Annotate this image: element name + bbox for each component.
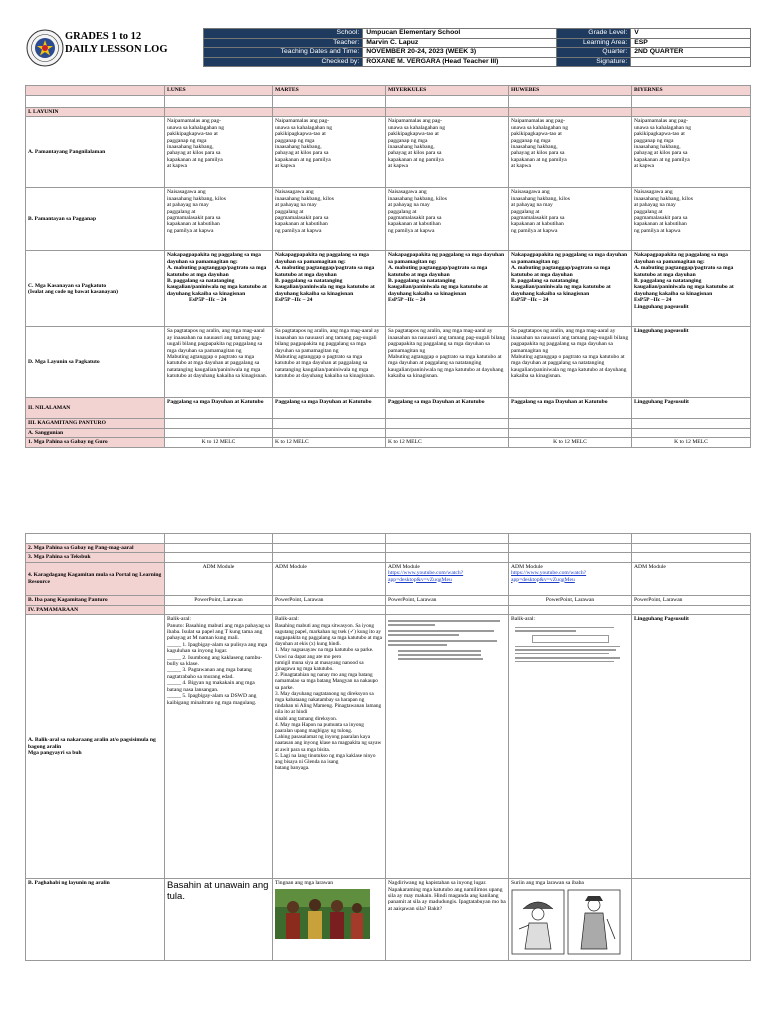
cell-text: ADM Module: [632, 562, 751, 595]
cell-text: Nakapagpapakita ng paggalang sa mga dayuhan sa pamamagitan ng: A. mabuting pagtanggap/pagtrato sa mga katutubo at mga dayuhan B. paggalang sa natatanging kaugalian/paniniwala ng mga katutubo at dayuhang kakaiba sa kinagisnan: [275, 252, 375, 297]
corner-cell: [26, 86, 165, 96]
cell-text: PowerPoint, Larawan: [509, 595, 632, 605]
cell-text: PowerPoint, Larawan: [165, 595, 273, 605]
row-label: A. Balik-aral sa nakaraang aralin at/o pagsisimula ng bagong aralin Mga pangyayri sa buh: [26, 615, 165, 879]
deped-seal-logo: [25, 28, 65, 68]
cell-text: ADM Module: [388, 563, 420, 570]
weekly-test-label: Lingguhang pagsusulit: [634, 303, 689, 310]
school-label: School:: [204, 29, 363, 39]
row-pamantayan-sa-pagganap: [26, 188, 751, 251]
row-label: B. Iba pang Kagamitang Panturo: [26, 595, 165, 605]
empty-cell: [632, 879, 751, 961]
cell-text: Lingguhang Pagsusulit: [632, 615, 751, 879]
lesson-log-table-page-2: [25, 533, 751, 961]
cell-text: Naisasagawa ang inaasahang hakbang, kilos at pahayag na may paggalang at pagmamalasakit para sa kapakanan at kabutihan ng pamilya at kapwa: [386, 188, 509, 251]
cell-text: Nakapagpapakita ng paggalang sa mga dayuhan sa pamamagitan ng: A. mabuting pagtanggap/pagtrato sa mga katutubo at mga dayuhan B. paggalang sa natatanging kaugalian/paniniwala ng mga katutubo at dayuhang kakaiba sa kinagisnan: [388, 252, 505, 297]
cell-text: Paggalang sa mga Dayuhan at Katutubo: [273, 398, 386, 419]
cell-balik-aral: [273, 615, 386, 879]
school-value: Umpucan Elementary School: [363, 29, 557, 39]
competency-code: EsP5P –IIc – 24: [275, 297, 313, 304]
cell-text: Nagdiriwang ng kapistahan sa inyong lugar. Napakaraming mga katutubo ang namilimos upang sila ay may makain. Hindi maganda ang kanilang panamit at sila ay madudungis. Ipagtatabuyan mo ba at aaiqawan sila? Bakit?: [386, 879, 509, 961]
day-header-lunes: LUNES: [165, 86, 273, 96]
cell-text: K to 12 MELC: [165, 438, 273, 447]
header: [25, 28, 751, 70]
cell-portal: [509, 562, 632, 595]
cell-text: Basahin at unawain ang tula.: [165, 879, 273, 961]
cell-text: Lingguhang Pagsusulit: [632, 398, 751, 419]
balik-aral-title: Balik-aral:: [511, 616, 535, 623]
cell-kasanayan: [632, 251, 751, 327]
lesson-log-table-page-1: [25, 85, 751, 448]
section-nilalaman: [26, 398, 751, 419]
row-label: B. Pamantayan sa Pagganap: [26, 188, 165, 251]
cell-text: Nakapagpapakita ng paggalang sa mga dayuhan sa pamamagitan ng: A. mabuting pagtanggap/pagtrato sa mga katutubo at mga dayuhan B. paggalang sa natatanging kaugalian/paniniwala ng mga katutubo at dayuhang kakaiba sa kinagisnan: [167, 252, 267, 297]
title-line-1: GRADES 1 to 12: [65, 31, 142, 42]
cell-text: Nakapagpapakita ng paggalang sa mga dayuhan sa pamamagitan ng: A. mabuting pagtanggap/pagtrato sa mga katutubo at mga dayuhan B. paggalang sa natatanging kaugalian/paniniwala ng mga katutubo at dayuhang kakaiba sa kinagisnan: [634, 252, 734, 297]
cell-text: Naipamamalas ang pag- unawa sa kahalagahan ng pakikipagkapwa-tao at pagganap ng mga inaasahang hakbang, pahayag at kilos para sa kapakanan at ng pamilya at kapwa: [509, 117, 632, 188]
section-layunin: [26, 108, 751, 117]
grade-value: V: [631, 29, 751, 39]
cell-text: Naipamamalas ang pag- unawa sa kahalagahan ng pakikipagkapwa-tao at pagganap ng mga inaasahang hakbang, pahayag at kilos para sa kapakanan at ng pamilya at kapwa: [273, 117, 386, 188]
section-label: A. Sanggunian: [26, 428, 165, 437]
document-title: [65, 30, 168, 56]
cell-text: Nakapagpapakita ng paggalang sa mga dayuhan sa pamamagitan ng: A. mabuting pagtanggap/pagtrato sa mga katutubo at mga dayuhan B. paggalang sa natatanging kaugalian/paniniwala ng mga katutubo at dayuhang kakaiba sa kinagisnan: [511, 252, 628, 297]
cell-text: Lingguhang pagsusulit: [632, 327, 751, 398]
cell-text: K to 12 MELC: [509, 438, 632, 447]
competency-code: EsP5P –IIc – 24: [634, 297, 672, 304]
cell-balik-aral: [509, 615, 632, 879]
youtube-link[interactable]: https://www.youtube.com/watch?app=desktop&v=vZuqgMeu: [511, 570, 587, 583]
balik-aral-title: Balik-aral:: [167, 616, 191, 623]
cell-kasanayan: [509, 251, 632, 327]
day-header-miyerkules: MIYERKULES: [386, 86, 509, 96]
cell-text: Naisasagawa ang inaasahang hakbang, kilos at pahayag na may paggalang at pagmamalasakit para sa kapakanan at kabutihan ng pamilya at kapwa: [632, 188, 751, 251]
cell-text: Paggalang sa mga Dayuhan at Katutubo: [509, 398, 632, 419]
section-label: III. KAGAMITANG PANTURO: [26, 419, 165, 428]
row-label: B. Paghahabi ng layunin ng aralin: [26, 879, 165, 961]
section-label: I. LAYUNIN: [26, 108, 165, 117]
cell-portal: [386, 562, 509, 595]
row-label: 3. Mga Pahina sa Teksbuk: [26, 553, 165, 562]
cell-text: Naisasagawa ang inaasahang hakbang, kilos at pahayag na may paggalang at pagmamalasakit para sa kapakanan at kabutihan ng pamilya at kapwa: [165, 188, 273, 251]
row-label: 1. Mga Pahina sa Gabay ng Guro: [26, 438, 165, 447]
day-header-huwebes: HUWEBES: [509, 86, 632, 96]
quarter-value: 2ND QUARTER: [631, 48, 751, 58]
worksheet-image: [388, 616, 506, 660]
cell-balik-aral: [165, 615, 273, 879]
dates-value: NOVEMBER 20-24, 2023 (WEEK 3): [363, 48, 557, 58]
checked-value: ROXANE M. VERGARA (Head Teacher III): [363, 57, 557, 67]
cell-images: [273, 879, 386, 961]
quarter-label: Quarter:: [557, 48, 631, 58]
cell-text: ADM Module: [511, 563, 543, 570]
cell-kasanayan: [273, 251, 386, 327]
cell-text: Sa pagtatapos ng aralin, ang mga mag-aaral ay inaasahan na nauuasri ang tamang pag-uugali bilang pagpapakita ng paggalang sa mga dayuhan sa pamamagitan ng Mabuting agtanggap o pagtrato sa mga katutubo at mga dayuhan at paggalang sa natatanging kaugalian/paniniwala ng mga katutubo at dayuhang kakaiba sa kinagisnan.: [386, 327, 509, 398]
spacer-row: [26, 96, 751, 108]
cell-text: Paggalang sa mga Dayuhan at Katutubo: [386, 398, 509, 419]
cell-text: Naisasagawa ang inaasahang hakbang, kilos at pahayag na may paggalang at pagmamalasakit para sa kapakanan at kabutihan ng pamilya at kapwa: [509, 188, 632, 251]
signature-label: Signature:: [557, 57, 631, 67]
day-header-biyernes: BIYERNES: [632, 86, 751, 96]
row-layunin-sa-pagkatuto: [26, 327, 751, 398]
day-header-martes: MARTES: [273, 86, 386, 96]
row-paghahabi-ng-layunin: [26, 879, 751, 961]
row-kasanayan-sa-pagkatuto: [26, 251, 751, 327]
cell-text: PowerPoint, Larawan: [632, 595, 751, 605]
cell-text: Suriin ang mga larawan sa ibaba: [511, 880, 584, 887]
row-label: 2. Mga Pahina sa Gabay ng Pang-mag-aaral: [26, 544, 165, 553]
dates-label: Teaching Dates and Time:: [204, 48, 363, 58]
checked-label: Checked by:: [204, 57, 363, 67]
row-label: C. Mga Kasanayan sa Pagkatuto (Isulat ang code ng bawat kasanayan): [26, 251, 165, 327]
teacher-value: Marvin C. Lapuz: [363, 38, 557, 48]
cell-text: Panuto: Basahing mabuti ang mga pahayag sa ibaba. Isulat sa papel ang T kung tama ang pahayag at M naman kung mali. _____ 1. Ipagbigay-alam sa pulisya ang mga kaguluhan sa inyong lugar. _____ 2. Isumbong ang kaklaseng nambu-bully sa klase. _____ 3. Pagtawanan ang mga batang nagtatrabaho sa murang edad. _____ 4. Bigyan ng makakain ang mga batang nasa lansangan. _____ 5. Ipagbigay-alam sa DSWD ang kaibigang minaltrato ng mga magulang.: [167, 622, 270, 706]
cell-text: PowerPoint, Larawan: [386, 595, 509, 605]
cell-text: Tingnan ang mga larawan: [275, 880, 334, 887]
cell-text: Sa pagtatapos ng aralin, ang mga mag-aaral ay inaasahan na nauuasri ang tamang pag-uugali bilang pagpapakita ng paggalang sa mga dayuhan sa pamamagitan ng Mabuting agtanggap o pagtrato sa mga katutubo at mga dayuhan at paggalang sa natatanging kaugalian/paniniwala ng mga katutubo at dayuhang kakaiba sa kinagisnan.: [273, 327, 386, 398]
cartoon-illustration: [511, 889, 621, 955]
competency-code: EsP5P –IIc – 24: [189, 297, 227, 304]
section-label: IV. PAMAMARAAN: [26, 605, 165, 614]
cell-text: K to 12 MELC: [632, 438, 751, 447]
cell-text: Paggalang sa mga Dayuhan at Katutubo: [165, 398, 273, 419]
balik-aral-title: Balik-aral:: [275, 616, 299, 623]
area-value: ESP: [631, 38, 751, 48]
row-pamantayang-pangnilalaman: [26, 117, 751, 188]
section-sanggunian: [26, 428, 751, 437]
area-label: Learning Area:: [557, 38, 631, 48]
row-portal-learning-resource: [26, 562, 751, 595]
cell-text: ADM Module: [273, 562, 386, 595]
cell-images: [509, 879, 632, 961]
row-gabay-ng-guro: [26, 438, 751, 447]
days-header-row: [26, 86, 751, 96]
cell-text: K to 12 MELC: [386, 438, 509, 447]
cell-text: ADM Module: [165, 562, 273, 595]
row-label: A. Pamantayang Pangnilalaman: [26, 117, 165, 188]
cell-text: Naipamamalas ang pag- unawa sa kahalagahan ng pakikipagkapwa-tao at pagganap ng mga inaasahang hakbang, pahayag at kilos para sa kapakanan at ng pamilya at kapwa: [632, 117, 751, 188]
info-table: [203, 28, 751, 67]
worksheet-image: [511, 623, 629, 667]
competency-code: EsP5P –IIc – 24: [388, 297, 426, 304]
section-label: II. NILALAMAN: [26, 398, 165, 419]
section-pamamaraan: [26, 605, 751, 614]
cell-text: PowerPoint, Larawan: [273, 595, 386, 605]
grade-label: Grade Level:: [557, 29, 631, 39]
cell-text: Naipamamalas ang pag- unawa sa kahalagahan ng pakikipagkapwa-tao at pagganap ng mga inaasahang hakbang, pahayag at kilos para sa kapakanan at ng pamilya at kapwa: [386, 117, 509, 188]
row-label: D. Mga Layunin sa Pagkatuto: [26, 327, 165, 398]
cell-kasanayan: [165, 251, 273, 327]
top-spacer-row: [26, 534, 751, 544]
cell-text: Naisasagawa ang inaasahang hakbang, kilos at pahayag na may paggalang at pagmamalasakit para sa kapakanan at kabutihan ng pamilya at kapwa: [273, 188, 386, 251]
row-balik-aral: [26, 615, 751, 879]
katutubo-photo: [275, 889, 370, 939]
row-gabay-pang-mag-aaral: [26, 544, 751, 553]
cell-kasanayan: [386, 251, 509, 327]
cell-text: K to 12 MELC: [273, 438, 386, 447]
cell-text: Sa pagtatapos ng aralin, ang mga mag-aaral ay inaasahan na nauuasri ang tamang pag-uugali bilang pagpapakita ng paggalang sa mga dayuhan sa pamamagitan ng Mabuting agtanggap o pagtrato sa mga katutubo at mga dayuhan at paggalang sa natatanging kaugalian/paniniwala ng mga katutubo at dayuhang kakaiba sa kinagisnan.: [509, 327, 632, 398]
row-label: 4. Karagdagang Kagamitan mula sa Portal ng Learning Resource: [26, 562, 165, 595]
cell-text: Sa pagtatapos ng aralin, ang mga mag-aaral ay inaasahan na nauuasri ang tamang pag-uugali bilang pagpapakita ng paggalang sa mga dayuhan sa pamamagitan ng Mabuting agtanggap o pagtrato sa mga katutubo at mga dayuhan at paggalang sa natatanging kaugalian/paniniwala ng mga katutubo at dayuhang kakaiba sa kinagisnan.: [165, 327, 273, 398]
title-line-2: DAILY LESSON LOG: [65, 44, 168, 55]
row-iba-pang-kagamitan: [26, 595, 751, 605]
cell-tiny-worksheet: [386, 615, 509, 879]
cell-text: Naipamamalas ang pag- unawa sa kahalagahan ng pakikipagkapwa-tao at pagganap ng mga inaasahang hakbang, pahayag at kilos para sa kapakanan at ng pamilya at kapwa: [165, 117, 273, 188]
section-kagamitang-panturo: [26, 419, 751, 428]
cell-text: Basahing mabuti ang mga sitwasyon. Sa iyong sagutang papel, markahan ng tsek (✓) kung ito ay nagpapakita ng paggalang sa mga katutubo at mga dayuhan at ekis (x) kung hindi. 1. May nagsasayaw na mga katutubo sa parke. Uuwi na dapat ang ate mo pero tumigil muna siya at masayang nanood sa ginagawa ng mga katutubo. 2. Pinagtatahian ng nanay mo ang mga batang namamalao sa mga batang Mangyan na nakaupo sa parke. 3. May dayuhang nagtatanong ng direksyon sa mga kabataang nakatambay sa harapan ng tindahan ni Aling Mameng. Pinagtawanan lamang nila ito at hindi sinabi ang tamang direksyon. 4. May mga Hapon na pumunta sa inyong paaralan upang magbigay ng tulong. Lahing pasasalamat ng inyong paaralan kaya naatasan ang inyong klase na magpakita ng sayaw at awit para sa mga bisita. 5. Lagi na lang tinutukso ng mga kaklase ninyo ang bisaya ni Glenda na isang batang banyaga.: [275, 622, 382, 772]
competency-code: EsP5P –IIc – 24: [511, 297, 549, 304]
row-teksbuk: [26, 553, 751, 562]
signature-value: [631, 57, 751, 67]
teacher-label: Teacher:: [204, 38, 363, 48]
youtube-link[interactable]: https://www.youtube.com/watch?app=desktop&v=vZuqgMeu: [388, 570, 464, 583]
